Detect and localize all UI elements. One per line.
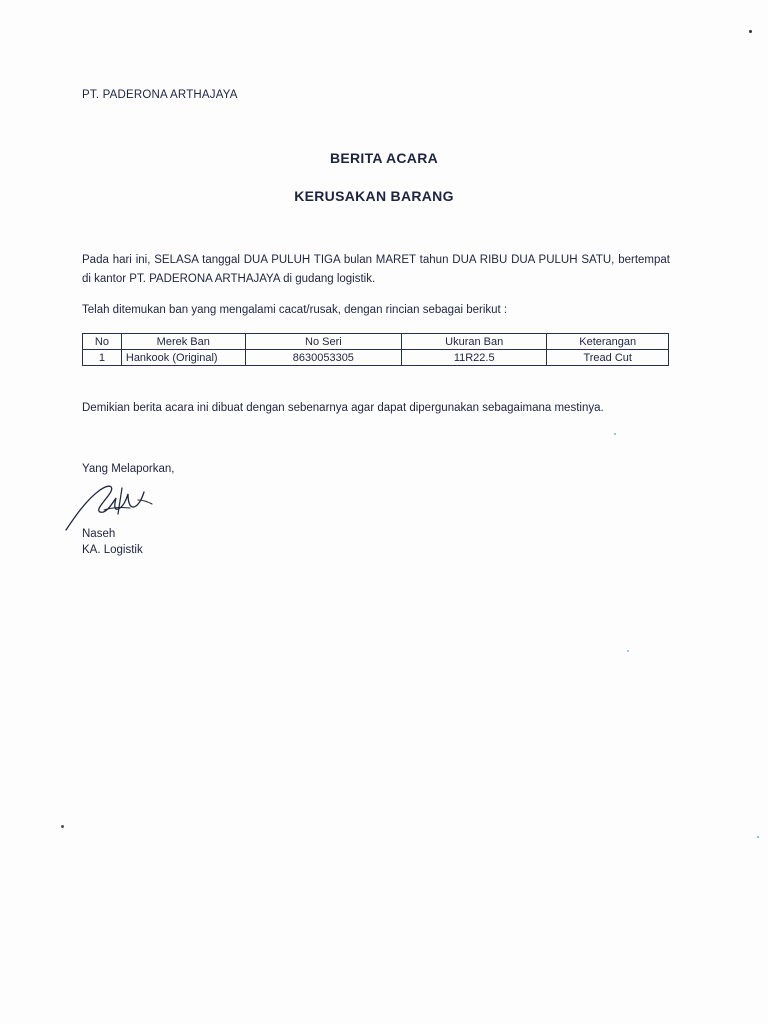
closing-paragraph: Demikian berita acara ini dibuat dengan sebenarnya agar dapat dipergunakan sebagaimana mestinya. bbox=[82, 402, 604, 414]
scan-speck bbox=[614, 433, 616, 435]
document-subtitle: KERUSAKAN BARANG bbox=[294, 188, 454, 204]
findings-paragraph: Telah ditemukan ban yang mengalami cacat/rusak, dengan rincian sebagai berikut : bbox=[82, 304, 508, 316]
company-name: PT. PADERONA ARTHAJAYA bbox=[82, 89, 238, 101]
header-merek-ban: Merek Ban bbox=[121, 334, 245, 350]
document-title: BERITA ACARA bbox=[329, 150, 439, 166]
scan-speck bbox=[61, 825, 64, 828]
header-ukuran-ban: Ukuran Ban bbox=[402, 334, 547, 350]
table-header-row bbox=[83, 334, 669, 350]
header-no-seri: No Seri bbox=[245, 334, 401, 350]
signatory-role: KA. Logistik bbox=[82, 544, 143, 556]
scan-speck bbox=[757, 836, 759, 838]
opening-paragraph: Pada hari ini, SELASA tanggal DUA PULUH TIGA bulan MARET tahun DUA RIBU DUA PULUH SATU, bertempat di kantor PT. PADERONA ARTHAJAYA di gudang logistik. bbox=[82, 254, 670, 285]
scan-speck bbox=[627, 650, 629, 652]
header-keterangan: Keterangan bbox=[547, 334, 669, 350]
table-row bbox=[83, 350, 669, 366]
signatory-name: Naseh bbox=[82, 528, 116, 540]
cell-ukuran-ban: 11R22.5 bbox=[402, 350, 547, 366]
signature-label: Yang Melaporkan, bbox=[82, 463, 175, 475]
cell-no: 1 bbox=[83, 350, 122, 366]
cell-merek-ban: Hankook (Original) bbox=[121, 350, 245, 366]
cell-keterangan: Tread Cut bbox=[547, 350, 669, 366]
cell-no-seri: 8630053305 bbox=[245, 350, 401, 366]
scan-speck bbox=[749, 30, 752, 33]
header-no: No bbox=[83, 334, 122, 350]
damaged-items-table bbox=[82, 333, 669, 366]
